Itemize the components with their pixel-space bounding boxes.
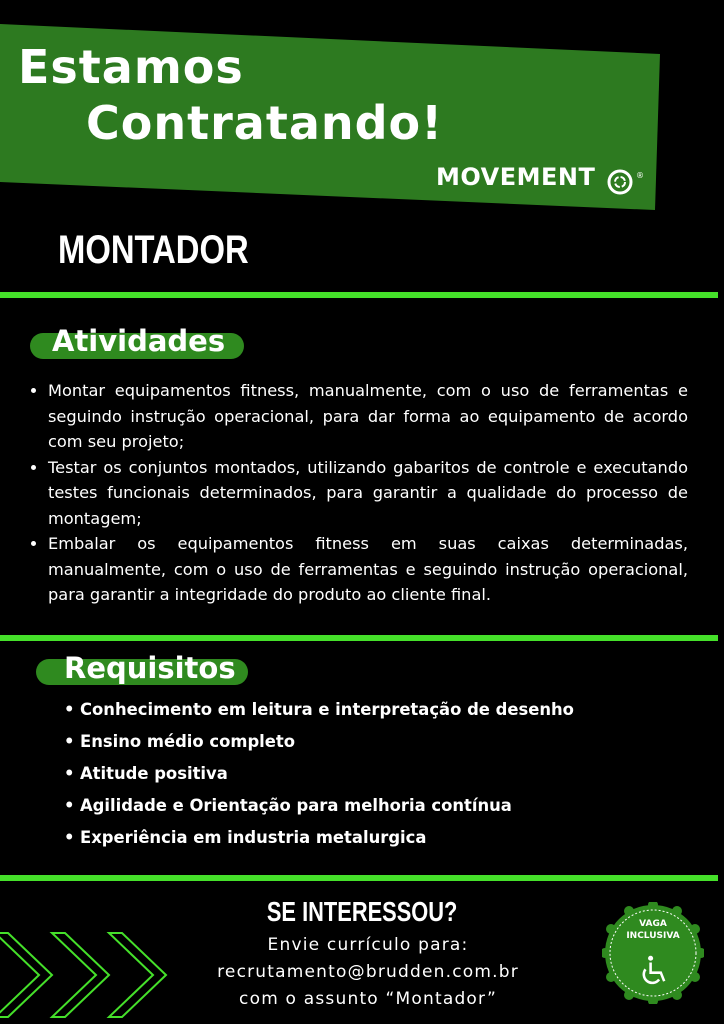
- brand-registered-mark: ®: [636, 171, 644, 180]
- badge-line-1: VAGA: [639, 919, 667, 929]
- brand-logo-text: MOVEMENT: [436, 163, 596, 191]
- activity-item: • Embalar os equipamentos fitness em suas caixas determinadas, manualmente, com o uso de ferramentas e seguindo instrução operacional, para garantir a integridade do produto ao cliente final.: [48, 531, 688, 608]
- wheelchair-icon: [637, 954, 671, 988]
- cta-line-1: Envie currículo para:: [267, 935, 469, 955]
- divider-3: [0, 875, 718, 881]
- title-line-2: Contratando!: [86, 96, 444, 150]
- divider-2: [0, 635, 718, 641]
- divider-1: [0, 292, 718, 298]
- requirement-item: • Agilidade e Orientação para melhoria contínua: [80, 794, 574, 826]
- requirements-heading: Requisitos: [64, 651, 236, 685]
- badge-line-2: INCLUSIVA: [626, 931, 680, 941]
- cta-email: recrutamento@brudden.com.br: [217, 962, 519, 982]
- title-line-1: Estamos: [18, 40, 244, 94]
- activity-item: • Montar equipamentos fitness, manualmente, com o uso de ferramentas e seguindo instrução operacional, para dar forma ao equipamento de acordo com seu projeto;: [48, 378, 688, 455]
- cta-title-text: SE INTERESSOU?: [266, 896, 458, 927]
- requirement-item: • Ensino médio completo: [80, 730, 574, 762]
- chevron-arrows-icon: [0, 925, 175, 1024]
- activity-item: • Testar os conjuntos montados, utilizando gabaritos de controle e executando testes funcionais determinados, para garantir a qualidade do processo de montagem;: [48, 455, 688, 532]
- inclusive-job-badge: [602, 902, 704, 1004]
- activities-heading: Atividades: [52, 324, 226, 358]
- recycle-logo-icon: [607, 169, 633, 195]
- requirement-item: • Experiência em industria metalurgica: [80, 826, 574, 858]
- activities-list: [30, 378, 688, 608]
- cta-line-3: com o assunto “Montador”: [239, 989, 497, 1009]
- requirements-list: [62, 698, 574, 858]
- requirement-item: • Conhecimento em leitura e interpretação de desenho: [80, 698, 574, 730]
- requirement-item: • Atitude positiva: [80, 762, 574, 794]
- job-title: MONTADOR: [58, 228, 249, 272]
